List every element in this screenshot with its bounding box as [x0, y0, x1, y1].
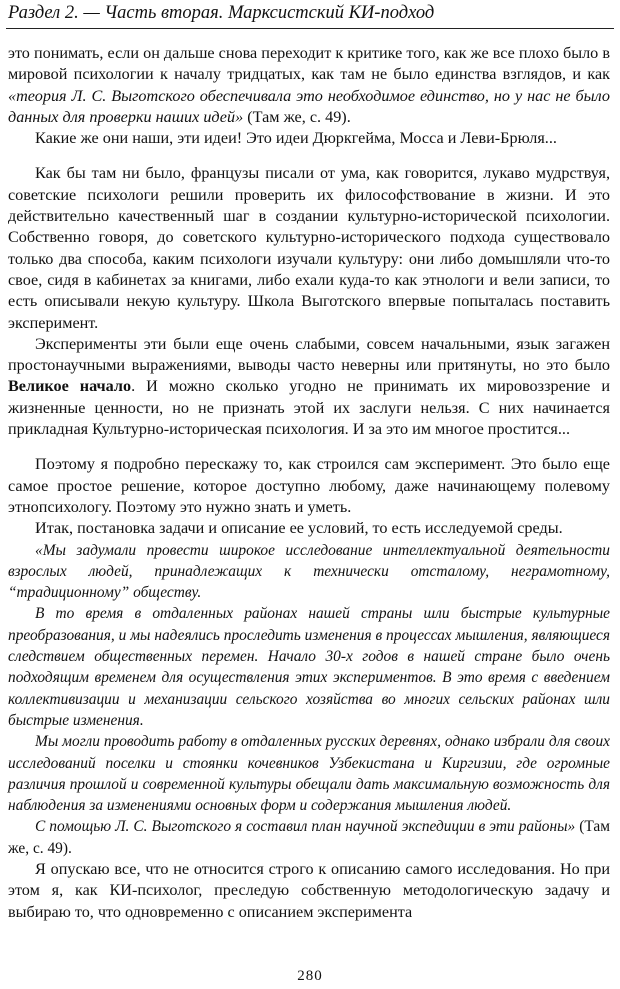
citation-reference: (Там же, с. 49). — [243, 107, 351, 126]
paragraph-text: . И можно сколько угодно не принимать их мировоззрение и жизненные ценности, но не признать этой их заслуги нельзя. С них начинается прикладная Культурно-историческая психология. И за это им многое простится... — [8, 377, 610, 439]
running-header: Раздел 2. — Часть вторая. Марксистский КИ-подход — [8, 3, 435, 23]
paragraph — [8, 334, 610, 440]
block-quote-paragraph — [8, 816, 610, 859]
paragraph-text: Эксперименты эти были еще очень слабыми, совсем начальными, язык загажен простонаучными выражениями, выводы часто неверны или притянуты, но это было — [8, 334, 610, 375]
paragraph: Как бы там ни было, французы писали от ума, как говорится, лукаво мудрствуя, советские психологи решили проверить их философствование в жизни. И это действительно качественный шаг в создании культурно-исторической психологии. Собственно говоря, до советского культурно-исторического подхода существовало только два способа, каким психологи изучали культуру: они либо домышляли что-то свое, сидя в кабинетах за книгами, либо ехали куда-то как этнологи и вели записи, то есть описывали некую культуру. Школа Выготского впервые попыталась поставить эксперимент. — [8, 164, 610, 332]
page-body — [8, 43, 610, 923]
paragraph: Я опускаю все, что не относится строго к описанию самого исследования. Но при этом я, как КИ-психолог, преследую собственную методологическую задачу и выбираю то, что одновременно с описанием эксперимента — [8, 859, 610, 921]
block-quote-paragraph: В то время в отдаленных районах нашей страны шли быстрые культурные преобразования, и мы надеялись проследить изменения в процессах мышления, являющиеся следствием общественных перемен. Начало 30-х годов в нашей стране было очень подходящим временем для осуществления этих экспериментов. В это время с введением коллективизации и механизации сельского хозяйства во многих сельских районах шли быстрые изменения. — [8, 605, 610, 729]
paragraph-continuation — [8, 43, 610, 128]
block-quote-paragraph: «Мы задумали провести широкое исследование интеллектуальной деятельности взрослых людей, принадлежащих к технически отсталому, неграмотному, “традиционному” обществу. — [8, 541, 610, 602]
block-quote-paragraph: Мы могли проводить работу в отдаленных русских деревнях, однако избрали для своих исследований поселки и стоянки кочевников Узбекистана и Киргизии, где огромные различия прошлой и современной культуры обещали дать максимальную возможность для наблюдения за изменениями основных форм и содержания мышления людей. — [8, 733, 610, 815]
citation-reference: (Там же, с. 49). — [8, 818, 611, 857]
page-number: 280 — [297, 968, 323, 984]
paragraph: Итак, постановка задачи и описание ее условий, то есть исследуемой среды. — [35, 519, 563, 538]
bold-phrase: Великое начало — [8, 377, 132, 396]
paragraph: Какие же они наши, эти идеи! Это идеи Дюркгейма, Мосса и Леви-Брюля... — [35, 129, 557, 148]
inline-quote: «теория Л. С. Выготского обеспечивала это необходимое единство, но у нас не было данных для проверки наших идей» — [8, 86, 610, 126]
header-divider — [6, 28, 614, 29]
paragraph-text: это понимать, если он дальше снова переходит к критике того, как же все плохо было в мировой психологии к началу тридцатых, как там не было единства взглядов, и как — [8, 44, 610, 84]
paragraph: Поэтому я подробно перескажу то, как строился сам эксперимент. Это было еще самое простое решение, которое доступно любому, даже начинающему полевому этнопсихологу. Поэтому это нужно знать и уметь. — [8, 455, 610, 516]
quote-text: С помощью Л. С. Выготского я составил план научной экспедиции в эти районы» — [35, 818, 576, 836]
